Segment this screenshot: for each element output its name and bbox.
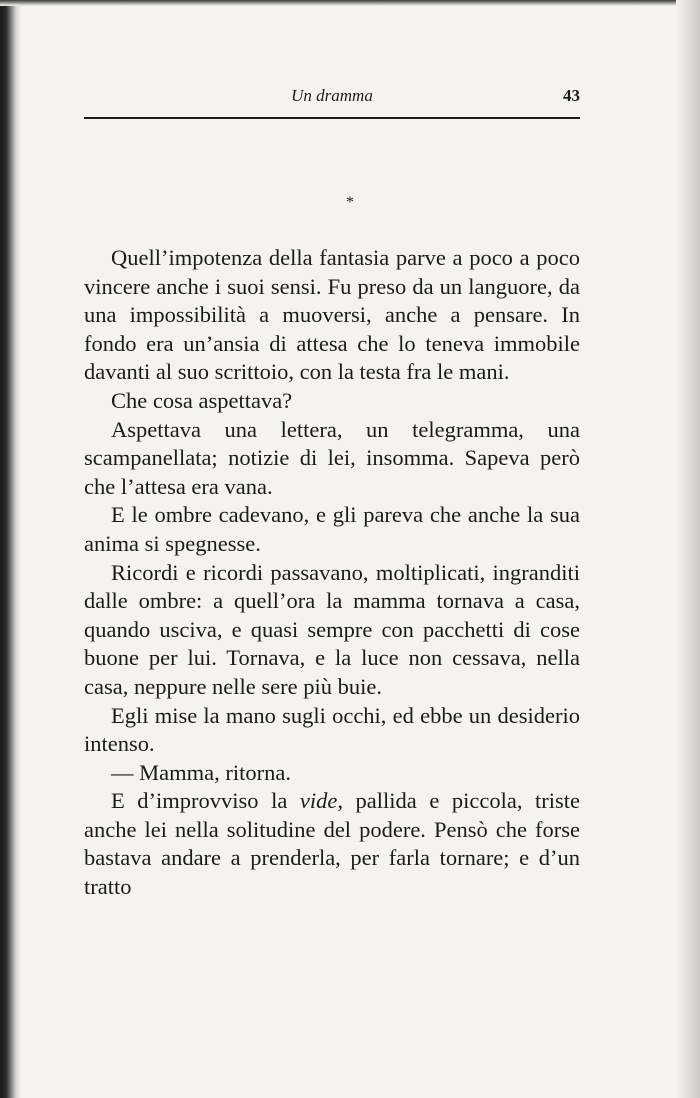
text-run: pallida e piccola, triste anche lei nella solitudine del podere. Pensò che forse bastava andare a prenderla, per farla tornare; e d’un tratto — [84, 788, 580, 900]
body-text — [84, 244, 580, 902]
header-rule — [84, 117, 580, 119]
section-separator: * — [346, 194, 354, 211]
paragraph: — Mamma, ritorna. — [111, 759, 291, 785]
page-right-edge — [676, 0, 700, 1098]
paragraph-last — [84, 787, 580, 901]
emphasized-word: vide, — [299, 788, 343, 814]
paragraph: Aspettava una lettera, un telegramma, una scampanellata; notizie di lei, insomma. Sapeva però che l’attesa era vana. — [84, 416, 580, 499]
text-run: E d’improvviso la — [111, 788, 300, 814]
paragraph: Egli mise la mano sugli occhi, ed ebbe un desiderio intenso. — [84, 702, 580, 757]
running-header — [84, 84, 580, 112]
page-top-edge — [0, 0, 700, 6]
paragraph: Ricordi e ricordi passavano, moltiplicati, ingranditi dalle ombre: a quell’ora la mamma tornava a casa, quando usciva, e quasi sempre con pacchetti di cose buone per lui. Tornava, e la luce non cessava, nella casa, neppure nelle sere più buie. — [84, 559, 580, 699]
paragraph: E le ombre cadevano, e gli pareva che anche la sua anima si spegnesse. — [84, 502, 580, 556]
book-spine-shadow — [0, 0, 22, 1098]
page-number: 43 — [563, 86, 580, 105]
paragraph: Quell’impotenza della fantasia parve a poco a poco vincere anche i suoi sensi. Fu preso da un languore, da una impossibilità a muoversi, anche a pensare. In fondo era un’ansia di attesa che lo teneva immobile davanti al suo scrittoio, con la testa fra le mani. — [84, 245, 580, 385]
running-title: Un dramma — [291, 86, 373, 105]
paragraph: Che cosa aspettava? — [111, 387, 293, 413]
